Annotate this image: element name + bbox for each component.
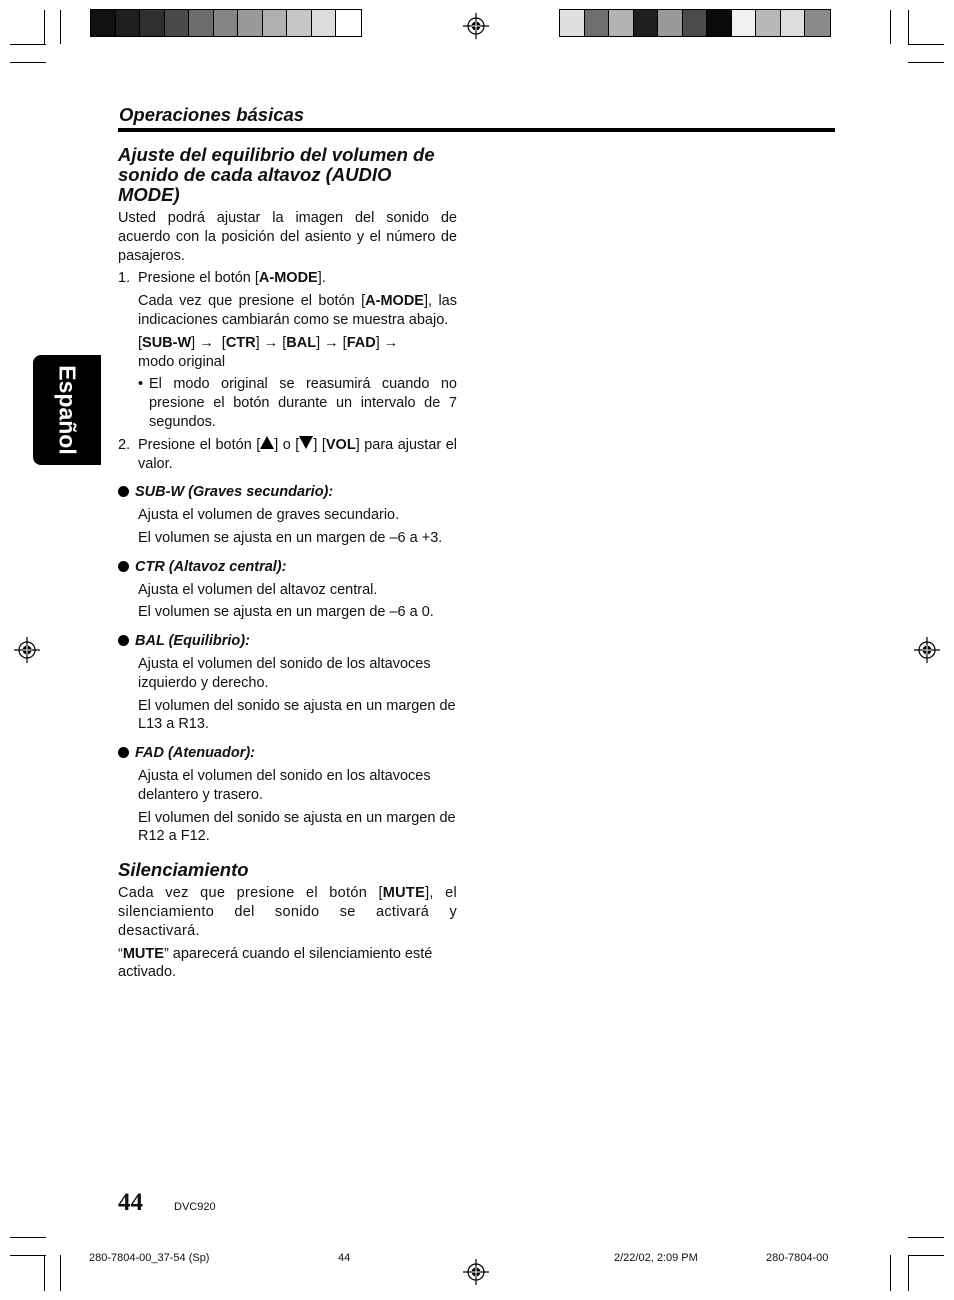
mode-title: SUB-W (Graves secundario):	[135, 484, 334, 501]
registration-mark-right-icon	[914, 637, 940, 663]
model-name: DVC920	[174, 1201, 216, 1213]
color-swatch	[781, 10, 806, 36]
mode-title: BAL (Equilibrio):	[135, 633, 250, 650]
step-1-detail: Cada vez que presione el botón [A-MODE], las indicaciones cambiarán como se muestra abajo.	[138, 293, 457, 328]
color-swatch	[165, 10, 190, 36]
mute-paragraph-1: Cada vez que presione el botón [MUTE], el silenciamiento del sonido se activará y desactivará.	[118, 885, 457, 939]
audio-mode-intro: Usted podrá ajustar la imagen del sonido de acuerdo con la posición del asiento y el número de pasajeros.	[118, 210, 457, 264]
color-swatch	[116, 10, 141, 36]
slug-page: 44	[338, 1252, 351, 1264]
down-arrow-icon	[299, 436, 313, 449]
slug-date: 2/22/02, 2:09 PM	[614, 1252, 698, 1264]
bullet-dot-icon	[118, 635, 129, 646]
mute-heading: Silenciamiento	[118, 859, 249, 881]
color-swatch	[238, 10, 263, 36]
color-swatch	[683, 10, 708, 36]
slug-code: 280-7804-00	[766, 1252, 829, 1264]
color-swatch	[91, 10, 116, 36]
section-title: Operaciones básicas	[119, 104, 305, 125]
color-swatch	[214, 10, 239, 36]
registration-mark-top-icon	[463, 13, 489, 39]
up-arrow-icon	[260, 436, 274, 449]
mute-paragraph-2: “MUTE” aparecerá cuando el silenciamiento esté activado.	[118, 945, 433, 981]
mode-title: CTR (Altavoz central):	[135, 558, 287, 575]
main-column	[118, 145, 457, 982]
color-swatch	[560, 10, 585, 36]
bullet-dot-icon	[118, 486, 129, 497]
color-swatch	[263, 10, 288, 36]
vol-key: VOL	[325, 436, 356, 453]
color-bar-right	[559, 9, 831, 37]
color-swatch	[707, 10, 732, 36]
color-swatch	[732, 10, 757, 36]
color-bar-left	[90, 9, 362, 37]
bullet-note: • El modo original se reasumirá cuando no presione el botón durante un intervalo de 7 segundos.	[138, 376, 457, 430]
step-1-number: 1.	[118, 270, 131, 287]
step-1: 1. Presione el botón [A-MODE].	[118, 270, 326, 287]
color-swatch	[312, 10, 337, 36]
color-swatch	[756, 10, 781, 36]
mode-sequence: [SUB-W] → [CTR] → [BAL] → [FAD] → modo original	[138, 334, 399, 370]
a-mode-key: A-MODE	[258, 270, 318, 287]
mode-ctr: CTR (Altavoz central): Ajusta el volumen del altavoz central. El volumen se ajusta en un margen de –6 a 0.	[118, 558, 457, 622]
mode-bal: BAL (Equilibrio): Ajusta el volumen del sonido de los altavoces izquierdo y derecho. El volumen del sonido se ajusta en un margen de L13 a R13.	[118, 632, 457, 734]
color-swatch	[658, 10, 683, 36]
mute-key: MUTE	[382, 885, 426, 902]
language-tab	[33, 355, 101, 465]
registration-mark-left-icon	[14, 637, 40, 663]
step-2-number: 2.	[118, 436, 131, 453]
mode-sub-w: SUB-W (Graves secundario): Ajusta el volumen de graves secundario. El volumen se ajusta en un margen de –6 a +3.	[118, 483, 457, 547]
audio-mode-heading: Ajuste del equilibrio del volumen de sonido de cada altavoz (AUDIO MODE)	[118, 144, 435, 205]
color-swatch	[805, 10, 830, 36]
slug-file: 280-7804-00_37-54 (Sp)	[89, 1252, 210, 1264]
language-tab-label: Español	[54, 365, 81, 455]
bullet-dot-icon	[118, 747, 129, 758]
color-swatch	[189, 10, 214, 36]
color-swatch	[287, 10, 312, 36]
color-swatch	[140, 10, 165, 36]
color-swatch	[336, 10, 361, 36]
page-number: 44	[118, 1189, 143, 1216]
header-rule	[118, 128, 835, 132]
color-swatch	[634, 10, 659, 36]
step-2: 2. Presione el botón [ ] o [ ] [VOL] para ajustar el valor.	[118, 436, 457, 472]
bullet-dot-icon	[118, 561, 129, 572]
mode-title: FAD (Atenuador):	[135, 745, 256, 762]
registration-mark-bottom-icon	[463, 1259, 489, 1285]
color-swatch	[585, 10, 610, 36]
color-swatch	[609, 10, 634, 36]
mode-fad: FAD (Atenuador): Ajusta el volumen del sonido en los altavoces delantero y trasero. El volumen del sonido se ajusta en un margen de R12 a F12.	[118, 744, 457, 846]
